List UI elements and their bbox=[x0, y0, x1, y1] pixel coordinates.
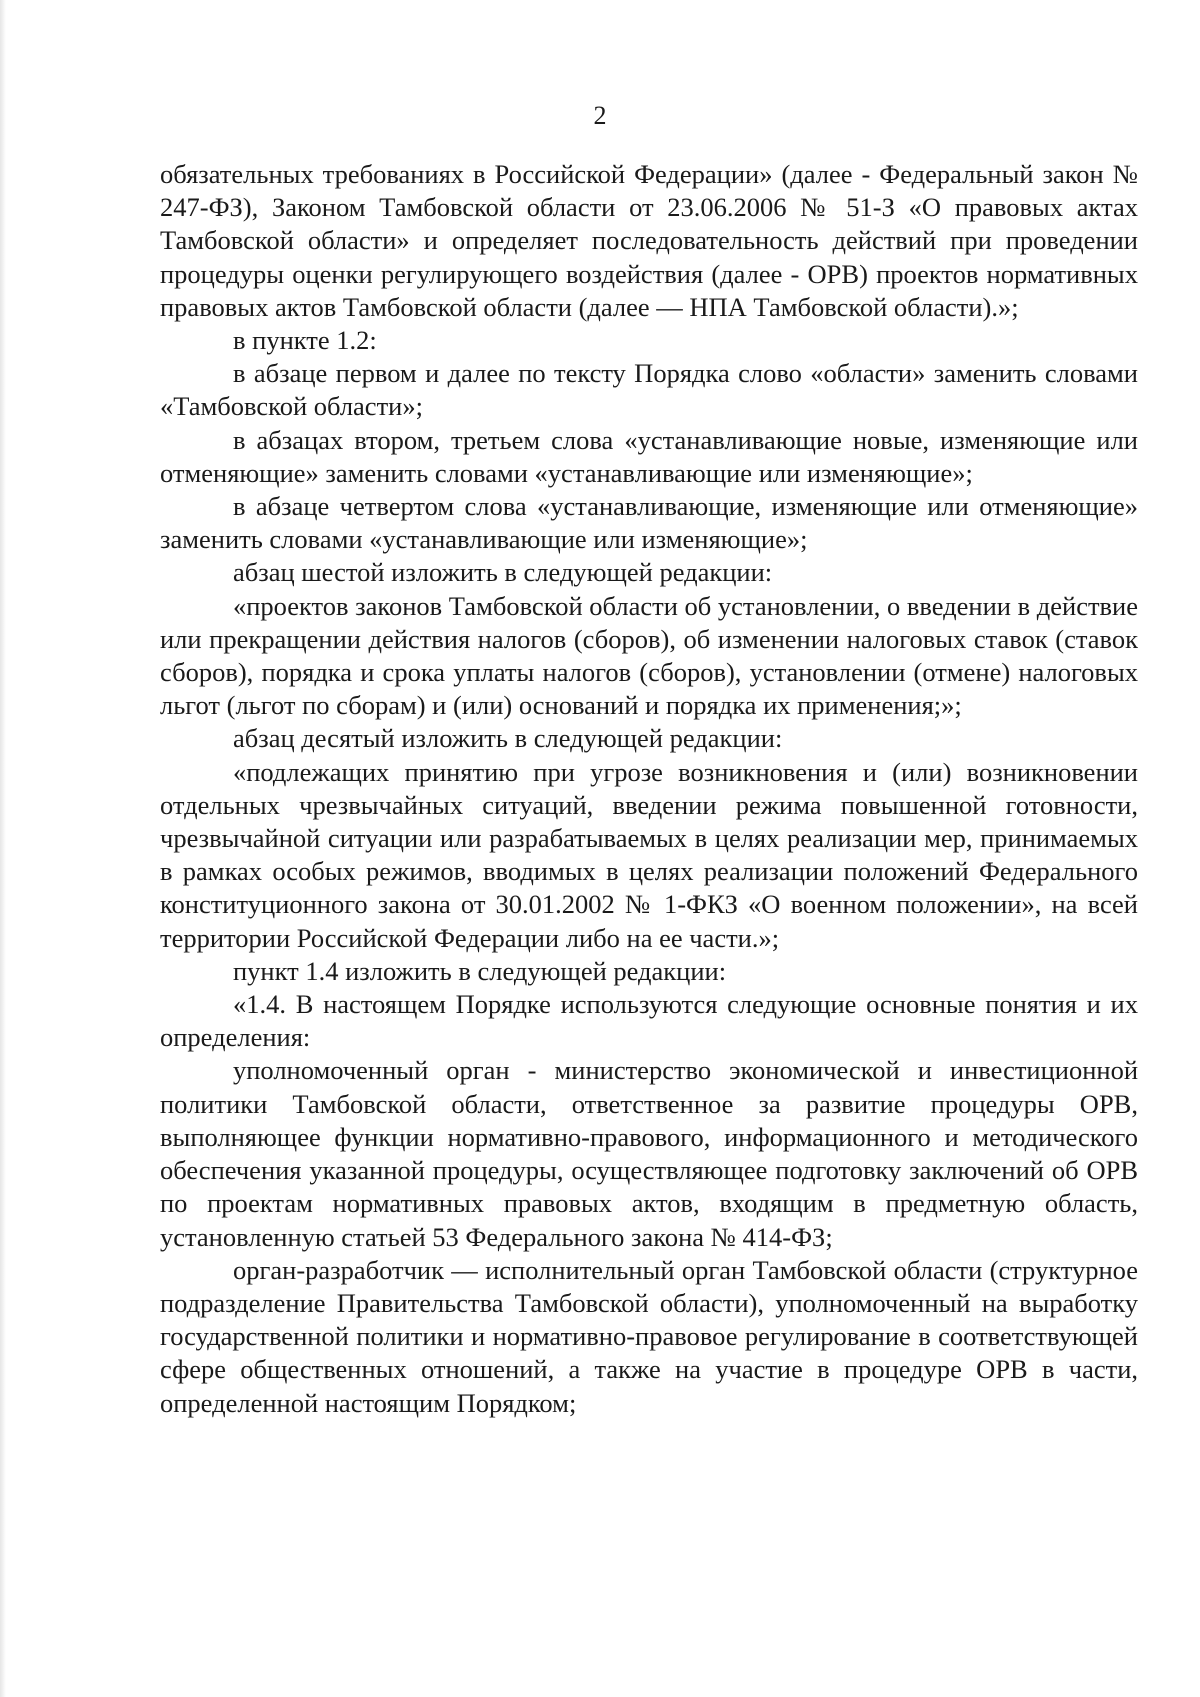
paragraph-8: абзац десятый изложить в следующей редакции: bbox=[233, 723, 783, 754]
paragraph-3: в абзаце первом и далее по тексту Порядка слово «области» заменить словами «Тамбовской области»; bbox=[160, 358, 1138, 422]
paragraph-4: в абзацах втором, третьем слова «устанавливающие новые, изменяющие или отменяющие» заменить словами «устанавливающие или изменяющие»; bbox=[160, 424, 1138, 488]
paragraph-9: «подлежащих принятию при угрозе возникновения и (или) возникновении отдельных чрезвычайных ситуаций, введении режима повышенной готовности, чрезвычайной ситуации или разрабатываемых в целях реализации мер, принимаемых в рамках особых режимов, вводимых в целях реализации положений Федерального конституционного закона от 30.01.2002 № 1-ФКЗ «О военном положении», на всей территории Российской Федерации либо на ее части.»; bbox=[160, 756, 1138, 953]
paragraph-7: «проектов законов Тамбовской области об установлении, о введении в действие или прекращении действия налогов (сборов), об изменении налоговых ставок (ставок сборов), порядка и срока уплаты налогов (сборов), установлении (отмене) налоговых льгот (льгот по сборам) и (или) оснований и порядка их применения;»; bbox=[160, 590, 1138, 721]
paragraph-1: обязательных требованиях в Российской Федерации» (далее - Федеральный закон № 247-ФЗ), Законом Тамбовской области от 23.06.2006 № 51-З «О правовых актах Тамбовской области» и определяет последовательность действий при проведении процедуры оценки регулирующего воздействия (далее - ОРВ) проектов нормативных правовых актов Тамбовской области (далее — НПА Тамбовской области).»; bbox=[160, 159, 1138, 322]
paragraph-12: уполномоченный орган - министерство экономической и инвестиционной политики Тамбовской области, ответственное за развитие процедуры ОРВ, выполняющее функции нормативно-правового, информационного и методического обеспечения указанной процедуры, осуществляющее подготовку заключений об ОРВ по проектам нормативных правовых актов, входящим в предметную область, установленную статьей 53 Федерального закона № 414-ФЗ; bbox=[160, 1055, 1138, 1252]
document-body bbox=[160, 158, 1138, 1420]
paragraph-6: абзац шестой изложить в следующей редакции: bbox=[233, 557, 773, 588]
paragraph-13: орган-разработчик — исполнительный орган Тамбовской области (структурное подразделение Правительства Тамбовской области), уполномоченный на выработку государственной политики и нормативно-правовое регулирование в соответствующей сфере общественных отношений, а также на участие в процедуре ОРВ в части, определенной настоящим Порядком; bbox=[160, 1254, 1138, 1418]
page-number: 2 bbox=[593, 101, 607, 130]
paragraph-10: пункт 1.4 изложить в следующей редакции: bbox=[233, 955, 727, 986]
paragraph-11: «1.4. В настоящем Порядке используются следующие основные понятия и их определения: bbox=[160, 989, 1138, 1053]
paragraph-5: в абзаце четвертом слова «устанавливающие, изменяющие или отменяющие» заменить словами «устанавливающие или изменяющие»; bbox=[160, 491, 1138, 555]
paragraph-2: в пункте 1.2: bbox=[233, 325, 377, 356]
scan-edge bbox=[0, 0, 6, 1697]
